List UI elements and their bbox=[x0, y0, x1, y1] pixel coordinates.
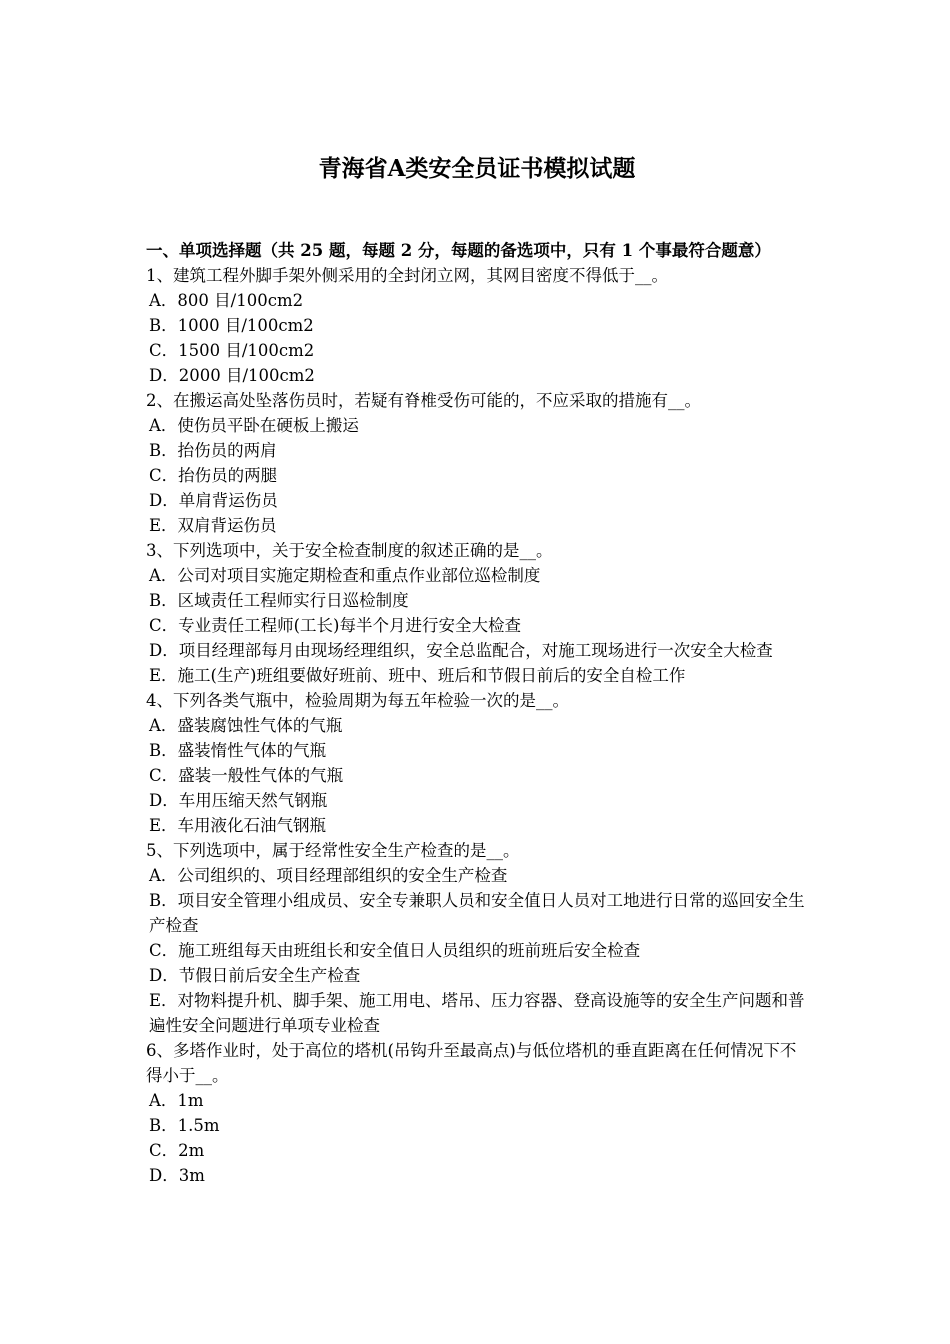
document-page bbox=[146, 152, 808, 1188]
answer-option: C．施工班组每天由班组长和安全值日人员组织的班前班后安全检查 bbox=[149, 941, 641, 960]
answer-option: B．区域责任工程师实行日巡检制度 bbox=[149, 591, 409, 610]
page-title: 青海省A类安全员证书模拟试题 bbox=[318, 155, 636, 182]
answer-option: D．项目经理部每月由现场经理组织，安全总监配合，对施工现场进行一次安全大检查 bbox=[149, 641, 773, 660]
answer-option: C．2m bbox=[149, 1141, 205, 1160]
answer-option: B．抬伤员的两肩 bbox=[149, 441, 277, 460]
answer-option: E．双肩背运伤员 bbox=[149, 516, 277, 535]
question-text: 4、下列各类气瓶中，检验周期为每五年检验一次的是__。 bbox=[146, 691, 569, 710]
answer-option: D．车用压缩天然气钢瓶 bbox=[149, 791, 328, 810]
answer-option: C．抬伤员的两腿 bbox=[149, 466, 278, 485]
answer-option: C．专业责任工程师(工长)每半个月进行安全大检查 bbox=[149, 616, 521, 635]
answer-option: B．盛装惰性气体的气瓶 bbox=[149, 741, 327, 760]
answer-option: A．盛装腐蚀性气体的气瓶 bbox=[149, 716, 343, 735]
answer-option: E．车用液化石油气钢瓶 bbox=[149, 816, 327, 835]
question-text: 5、下列选项中，属于经常性安全生产检查的是__。 bbox=[146, 841, 520, 860]
answer-option: D．节假日前后安全生产检查 bbox=[149, 966, 361, 985]
answer-option: B．1000 目/100cm2 bbox=[149, 316, 314, 335]
answer-option: E．施工(生产)班组要做好班前、班中、班后和节假日前后的安全自检工作 bbox=[149, 666, 686, 685]
question-text: 1、建筑工程外脚手架外侧采用的全封闭立网，其网目密度不得低于__。 bbox=[146, 266, 668, 285]
answer-option: D．2000 目/100cm2 bbox=[149, 366, 315, 385]
answer-option: E．对物料提升机、脚手架、施工用电、塔吊、压力容器、登高设施等的安全生产问题和普遍性安全问题进行单项专业检查 bbox=[149, 991, 805, 1035]
answer-option: A．800 目/100cm2 bbox=[149, 291, 304, 310]
answer-option: B．项目安全管理小组成员、安全专兼职人员和安全值日人员对工地进行日常的巡回安全生产检查 bbox=[149, 891, 805, 935]
answer-option: C．1500 目/100cm2 bbox=[149, 341, 315, 360]
question-text: 3、下列选项中，关于安全检查制度的叙述正确的是__。 bbox=[146, 541, 553, 560]
question-text: 2、在搬运高处坠落伤员时，若疑有脊椎受伤可能的，不应采取的措施有__。 bbox=[146, 391, 701, 410]
answer-option: C．盛装一般性气体的气瓶 bbox=[149, 766, 344, 785]
answer-option: D．3m bbox=[149, 1166, 205, 1185]
answer-option: A．公司组织的、项目经理部组织的安全生产检查 bbox=[149, 866, 508, 885]
answer-option: B．1.5m bbox=[149, 1116, 220, 1135]
answer-option: A．公司对项目实施定期检查和重点作业部位巡检制度 bbox=[149, 566, 541, 585]
answer-option: D．单肩背运伤员 bbox=[149, 491, 278, 510]
question-list bbox=[146, 263, 808, 1188]
section-heading: 一、单项选择题（共 25 题，每题 2 分，每题的备选项中，只有 1 个事最符合题意） bbox=[146, 241, 771, 260]
answer-option: A．1m bbox=[149, 1091, 204, 1110]
question-text: 6、多塔作业时，处于高位的塔机(吊钩升至最高点)与低位塔机的垂直距离在任何情况下不得小于__。 bbox=[146, 1041, 797, 1085]
answer-option: A．使伤员平卧在硬板上搬运 bbox=[149, 416, 359, 435]
